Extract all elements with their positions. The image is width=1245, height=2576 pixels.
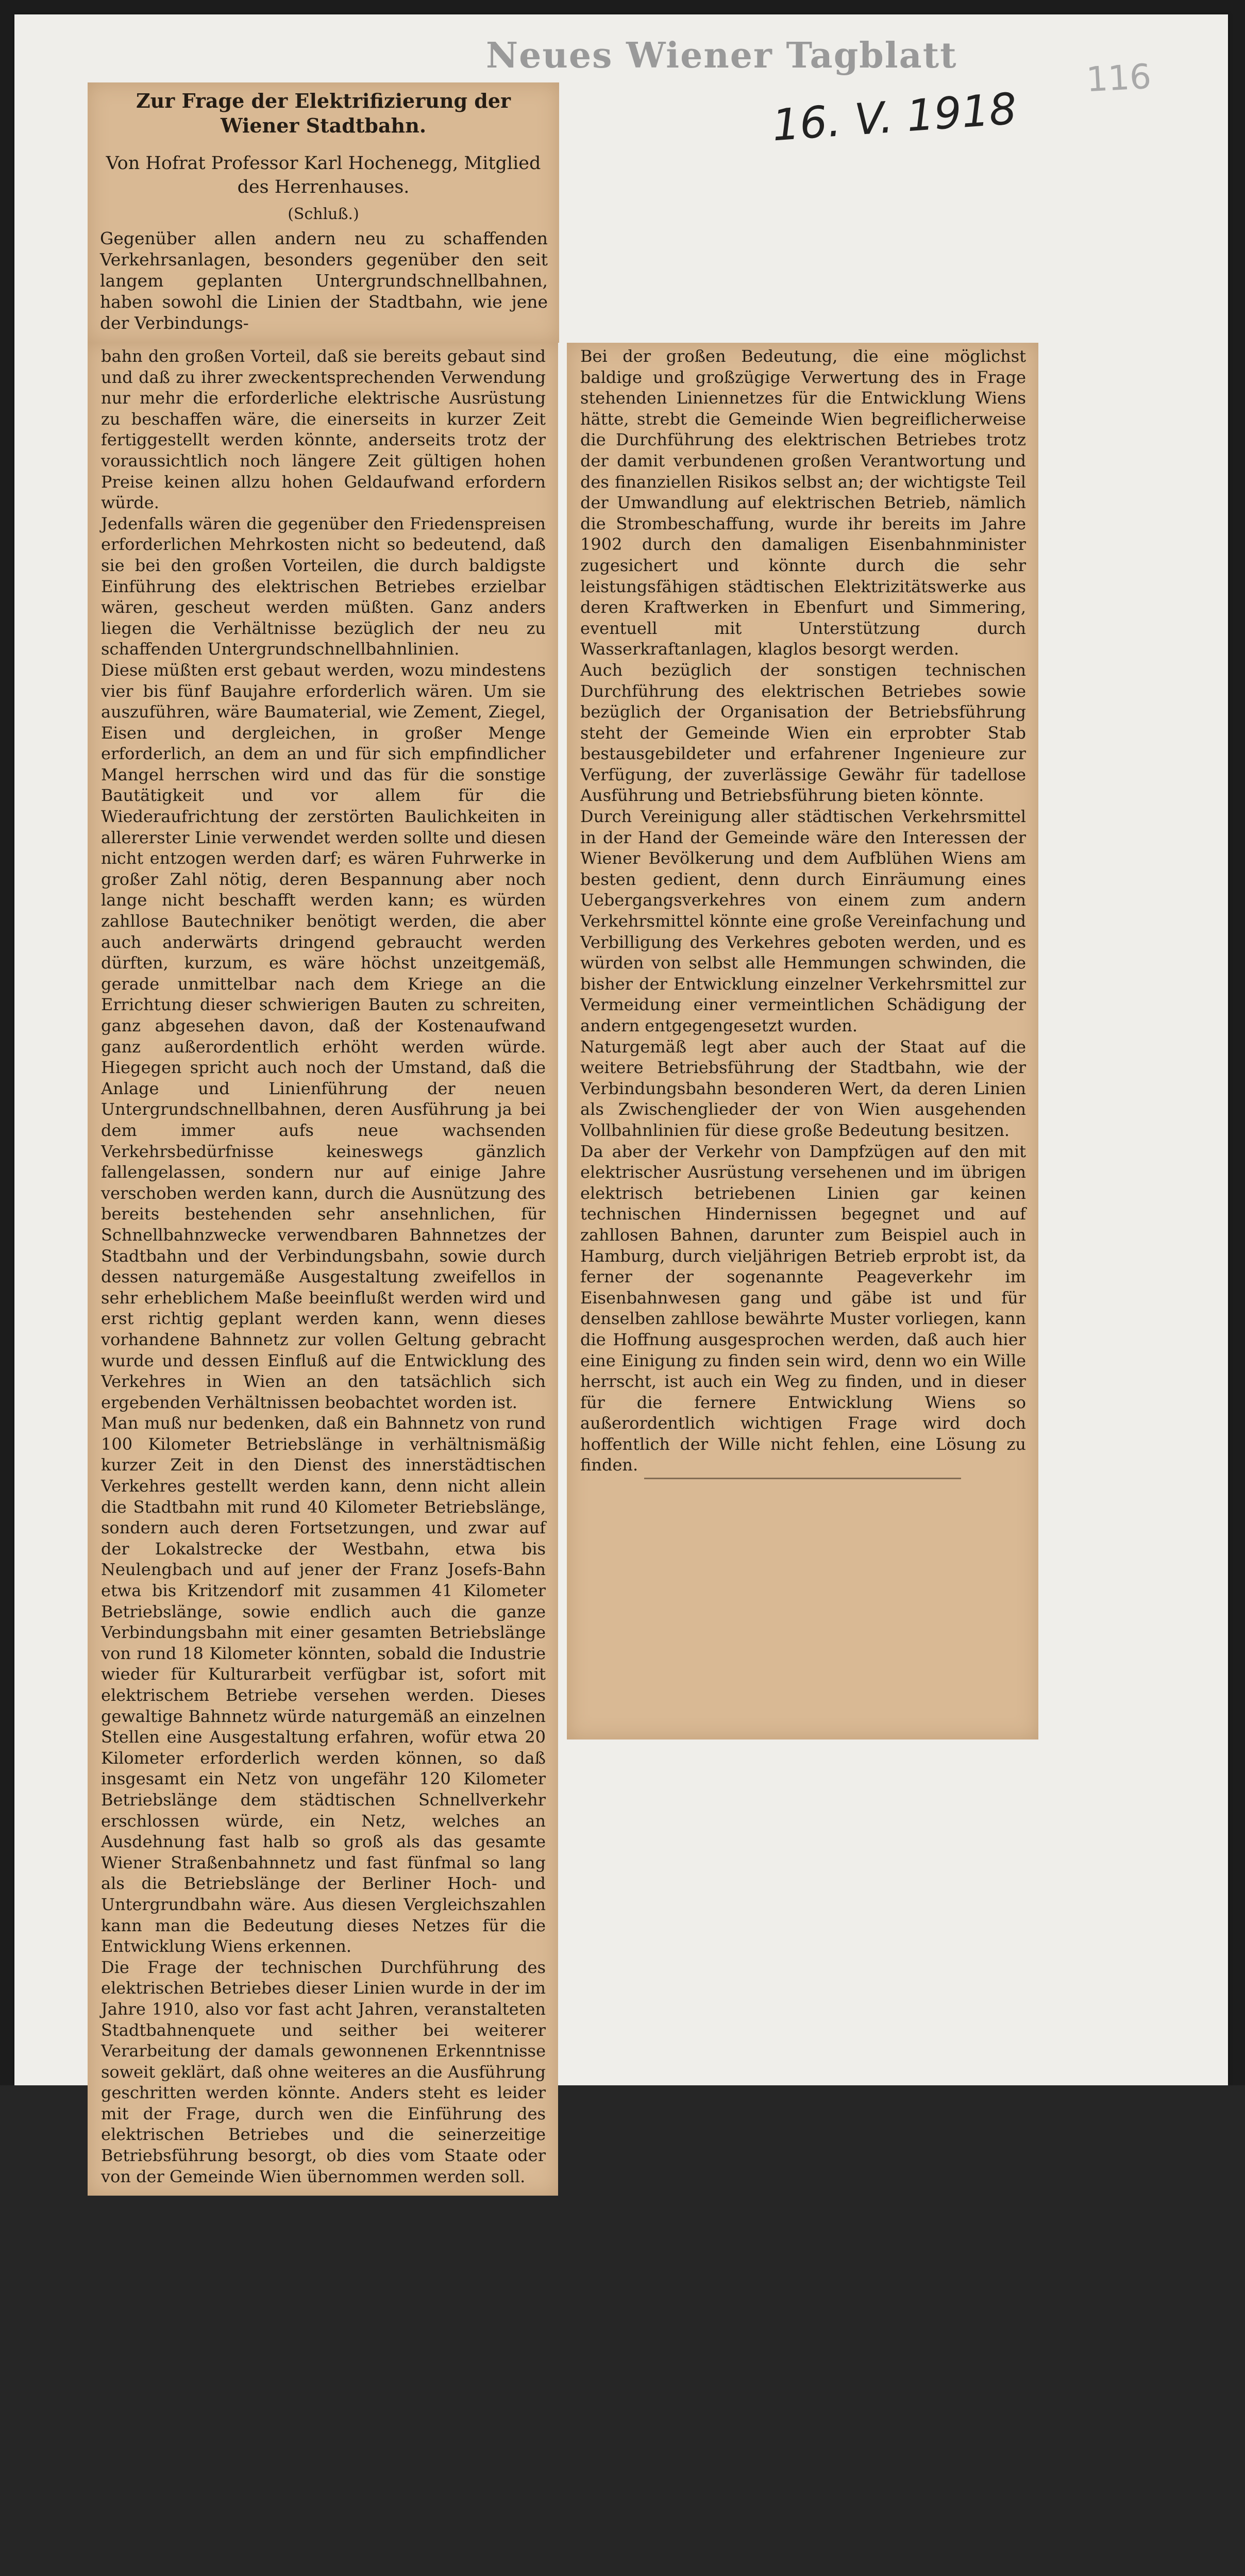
article-subtitle: (Schluß.) — [288, 205, 359, 223]
article-title: Zur Frage der Elektrifizierung der Wiener Stadtbahn. — [136, 89, 511, 137]
clipping-head — [88, 82, 559, 343]
archive-number: 116 — [1085, 56, 1152, 100]
closing-rule — [644, 1478, 961, 1479]
right-column-text: Bei der großen Bedeutung, die eine möglichst baldige und großzügige Verwertung des in Frage stehenden Liniennetzes für die Entwicklung Wiens hätte, strebt die Gemeinde Wien begreiflicherweise die Durchführung des elektrischen Betriebes trotz der damit verbundenen großen Verantwortung und des finanziellen Risikos selbst an; der wichtigste Teil der Umwandlung auf elektrischen Betrieb, nämlich die Strombeschaffung, wurde ihr bereits im Jahre 1902 durch den damaligen Eisenbahnminister zugesichert und könnte durch die sehr leistungsfähigen städtischen Elektrizitätswerke aus deren Kraftwerken in Ebenfurt und Simmering, eventuell mit Unterstützung durch Wasserkraftanlagen, klaglos besorgt werden. Auch bezüglich der sonstigen technischen Durchführung des elektrischen Betriebes sowie bezüglich der Organisation der Betriebsführung steht der Gemeinde Wien ein erprobter Stab bestausgebildeter und erfahrener Ingenieure zur Verfügung, der zuverlässige Gewähr für tadellose Ausführung und Betriebsführung bieten könnte. Durch Vereinigung aller städtischen Verkehrsmittel in der Hand der Gemeinde wäre den Interessen der Wiener Bevölkerung und dem Aufblühen Wiens am besten gedient, denn durch Einräumung eines Uebergangsverkehres von einem zum andern Verkehrsmittel könnte eine große Vereinfachung und Verbilligung des Verkehres geboten werden, und es würden von selbst alle Hemmungen schwinden, die bisher der Entwicklung einzelner Verkehrsmittel zur Vermeidung einer vermeintlichen Schädigung der andern entgegengesetzt wurden. Naturgemäß legt aber auch der Staat auf die weitere Betriebsführung der Stadtbahn, wie der Verbindungsbahn besonderen Wert, da deren Linien als Zwischenglieder der von Wien ausgehenden Vollbahnlinien für diese große Bedeutung besitzen. Da aber der Verkehr von Dampfzügen auf den mit elektrischer Ausrüstung versehenen und im übrigen elektrisch betriebenen Linien gar keinen technischen Hindernissen begegnet und auf zahllosen Bahnen, darunter zum Beispiel auch in Hamburg, durch vieljährigen Betrieb erprobt ist, da ferner der sogenannte Peageverkehr im Eisenbahnwesen gang und gäbe ist und für denselben zahllose bewährte Muster vorliegen, kann die Hoffnung ausgesprochen werden, daß auch hier eine Einigung zu finden sein wird, denn wo ein Wille herrscht, ist auch ein Weg zu finden, und in dieser für die fernere Entwicklung Wiens so außerordentlich wichtigen Frage wird doch hoffentlich der Wille nicht fehlen, eine Lösung zu finden. — [580, 346, 1026, 1475]
newspaper-stamp: Neues Wiener Tagblatt — [486, 35, 957, 76]
handwritten-date: 16. V. 1918 — [770, 83, 1019, 151]
clipping-right-column — [567, 343, 1038, 1739]
article-author: Von Hofrat Professor Karl Hochenegg, Mitglied des Herrenhauses. — [106, 153, 541, 197]
left-column-text: bahn den großen Vorteil, daß sie bereits gebaut sind und daß zu ihrer zweckentsprechenden Verwendung nur mehr die erforderliche elektrische Ausrüstung zu beschaffen wäre, die einerseits in kurzer Zeit fertiggestellt werden könnte, anderseits trotz der voraussichtlich noch längere Zeit gültigen hohen Preise keinen allzu hohen Geldaufwand erfordern würde. Jedenfalls wären die gegenüber den Friedenspreisen erforderlichen Mehrkosten nicht so bedeutend, daß sie bei den großen Vorteilen, die durch baldigste Einführung des elektrischen Betriebes erzielbar wären, gescheut werden müßten. Ganz anders liegen die Verhältnisse bezüglich der neu zu schaffenden Untergrundschnellbahnlinien. Diese müßten erst gebaut werden, wozu mindestens vier bis fünf Baujahre erforderlich wären. Um sie auszuführen, wäre Baumaterial, wie Zement, Ziegel, Eisen und dergleichen, in großer Menge erforderlich, an dem an und für sich empfindlicher Mangel herrschen wird und das für die sonstige Bautätigkeit und vor allem für die Wiederaufrichtung der zerstörten Baulichkeiten in allererster Linie verwendet werden sollte und diesen nicht entzogen werden darf; es wären Fuhrwerke in großer Zahl nötig, deren Bespannung aber noch lange nicht beschafft werden kann; es würden zahllose Bautechniker benötigt werden, die aber auch anderwärts dringend gebraucht werden dürften, kurzum, es wäre höchst unzeitgemäß, gerade unmittelbar nach dem Kriege an die Errichtung dieser schwierigen Bauten zu schreiten, ganz abgesehen davon, daß der Kostenaufwand ganz außerordentlich erhöht werden würde. Hiegegen spricht auch noch der Umstand, daß die Anlage und Linienführung der neuen Untergrundschnellbahnen, deren Ausführung ja bei dem immer aufs neue wachsenden Verkehrsbedürfnisse keineswegs gänzlich fallengelassen, sondern nur auf einige Jahre verschoben werden kann, durch die Ausnützung des bereits bestehenden sehr ansehnlichen, für Schnellbahnzwecke verwendbaren Bahnnetzes der Stadtbahn und der Verbindungsbahn, sowie durch dessen naturgemäße Ausgestaltung zweifellos in sehr erheblichem Maße beeinflußt werden wird und erst richtig geplant werden kann, wenn dieses vorhandene Bahnnetz zur vollen Geltung gebracht wurde und dessen Einfluß auf die Entwicklung des Verkehres in Wien an den tatsächlich sich ergebenden Verhältnissen beobachtet worden ist. Man muß nur bedenken, daß ein Bahnnetz von rund 100 Kilometer Betriebslänge in verhältnismäßig kurzer Zeit in den Dienst des innerstädtischen Verkehres gestellt werden kann, denn nicht allein die Stadtbahn mit rund 40 Kilometer Betriebslänge, sondern auch deren Fortsetzungen, und zwar auf der Lokalstrecke der Westbahn, etwa bis Neulengbach und auf jener der Franz Josefs-Bahn etwa bis Kritzendorf mit zusammen 41 Kilometer Betriebslänge, sowie endlich auch die ganze Verbindungsbahn mit einer gesamten Betriebslänge von rund 18 Kilometer könnten, sobald die Industrie wieder für Kulturarbeit verfügbar ist, sofort mit elektrischem Betriebe versehen werden. Dieses gewaltige Bahnnetz würde naturgemäß an einzelnen Stellen eine Ausgestaltung erfahren, wofür etwa 20 Kilometer erforderlich werden können, so daß insgesamt ein Netz von ungefähr 120 Kilometer Betriebslänge dem städtischen Schnellverkehr erschlossen würde, ein Netz, welches an Ausdehnung fast halb so groß als das gesamte Wiener Straßenbahnnetz und fast fünfmal so lang als die Betriebslänge der Berliner Hoch- und Untergrundbahn wäre. Aus diesen Vergleichszahlen kann man die Bedeutung dieses Netzes für die Entwicklung Wiens erkennen. Die Frage der technischen Durchführung des elektrischen Betriebes dieser Linien wurde in der im Jahre 1910, also vor fast acht Jahren, veranstalteten Stadtbahnenquete und seither bei weiterer Verarbeitung der damals gewonnenen Erkenntnisse soweit geklärt, daß ohne weiteres an die Ausführung geschritten werden könnte. Anders steht es leider mit der Frage, durch wen die Einführung des elektrischen Betriebes und die seinerzeitige Betriebsführung besorgt, ob dies vom Staate oder von der Gemeinde Wien übernommen werden soll. — [101, 346, 546, 2186]
clipping-left-column — [88, 343, 558, 2196]
article-intro: Gegenüber allen andern neu zu schaffenden Verkehrsanlagen, besonders gegenüber den seit langem geplanten Untergrundschnellbahnen, haben sowohl die Linien der Stadtbahn, wie jene der Verbindungs- — [100, 228, 548, 333]
